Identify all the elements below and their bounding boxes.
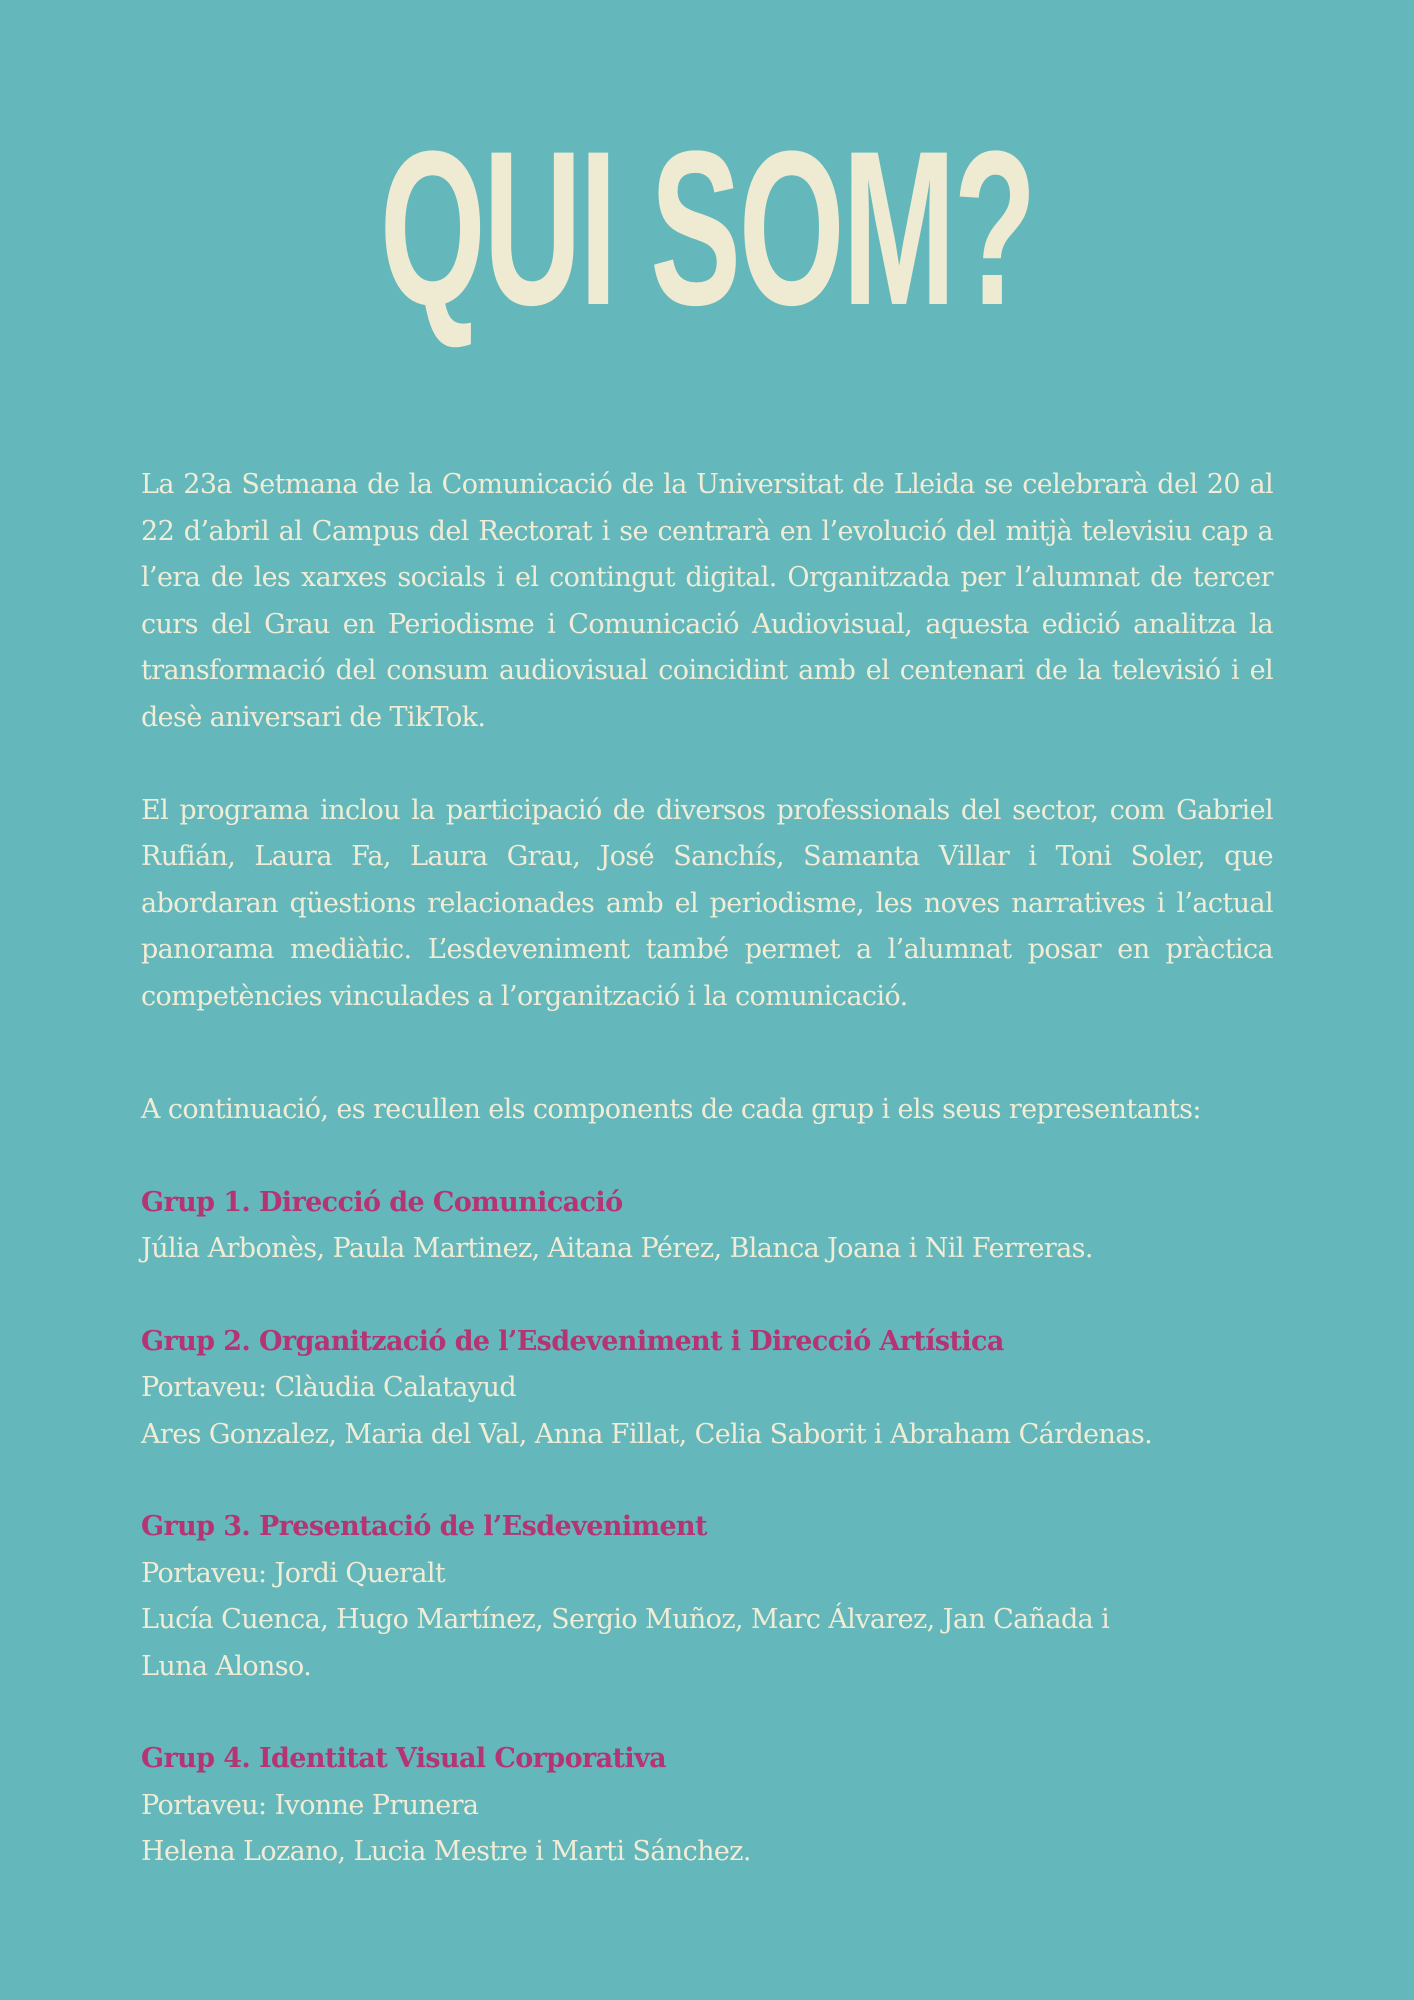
main-content xyxy=(141,462,1273,1876)
paragraph-program: El programa inclou la participació de diversos professionals del sector, com Gabriel Rufián, Laura Fa, Laura Grau, José Sanchís, Samanta Villar i Toni Soler, que abordaran qüestions relacionades amb el periodisme, les noves narratives i l’actual panorama mediàtic. L’esdeveniment també permet a l’alumnat posar en pràctica competències vinculades a l’organització i la comunicació. xyxy=(141,794,1273,1012)
group-members: Helena Lozano, Lucia Mestre i Marti Sánchez. xyxy=(141,1836,751,1867)
group-members: Lucía Cuenca, Hugo Martínez, Sergio Muñoz, Marc Álvarez, Jan Cañada i Luna Alonso. xyxy=(141,1604,1110,1682)
paragraph-description: La 23a Setmana de la Comunicació de la Universitat de Lleida se celebrarà del 20 al 22 d’abril al Campus del Rectorat i se centrarà en l’evolució del mitjà televisiu cap a l’era de les xarxes socials i el contingut digital. Organitzada per l’alumnat de tercer curs del Grau en Periodisme i Comunicació Audiovisual, aquesta edició analitza la transformació del consum audiovisual coincidint amb el centenari de la televisió i el desè aniversari de TikTok. xyxy=(141,469,1273,733)
group-3 xyxy=(141,1504,1273,1690)
group-1 xyxy=(141,1180,1273,1273)
group-title: Grup 2. Organització de l’Esdeveniment i Direcció Artística xyxy=(141,1325,1004,1357)
group-title: Grup 3. Presentació de l’Esdeveniment xyxy=(141,1511,707,1542)
group-4 xyxy=(141,1736,1273,1876)
group-spokesperson: Portaveu: Jordi Queralt xyxy=(141,1557,446,1589)
group-members: Ares Gonzalez, Maria del Val, Anna Fillat, Celia Saborit i Abraham Cárdenas. xyxy=(141,1418,1153,1450)
group-title: Grup 4. Identitat Visual Corporativa xyxy=(141,1743,667,1774)
group-spokesperson: Portaveu: Clàudia Calatayud xyxy=(141,1372,517,1403)
group-members: Júlia Arbonès, Paula Martinez, Aitana Pérez, Blanca Joana i Nil Ferreras. xyxy=(141,1233,1093,1264)
groups-intro: A continuació, es recullen els components de cada grup i els seus representants: xyxy=(141,1094,1201,1125)
group-2 xyxy=(141,1319,1273,1459)
group-spokesperson: Portaveu: Ivonne Prunera xyxy=(141,1789,479,1821)
group-title: Grup 1. Direcció de Comunicació xyxy=(141,1186,623,1218)
page-title: QUI SOM? xyxy=(379,105,1035,351)
